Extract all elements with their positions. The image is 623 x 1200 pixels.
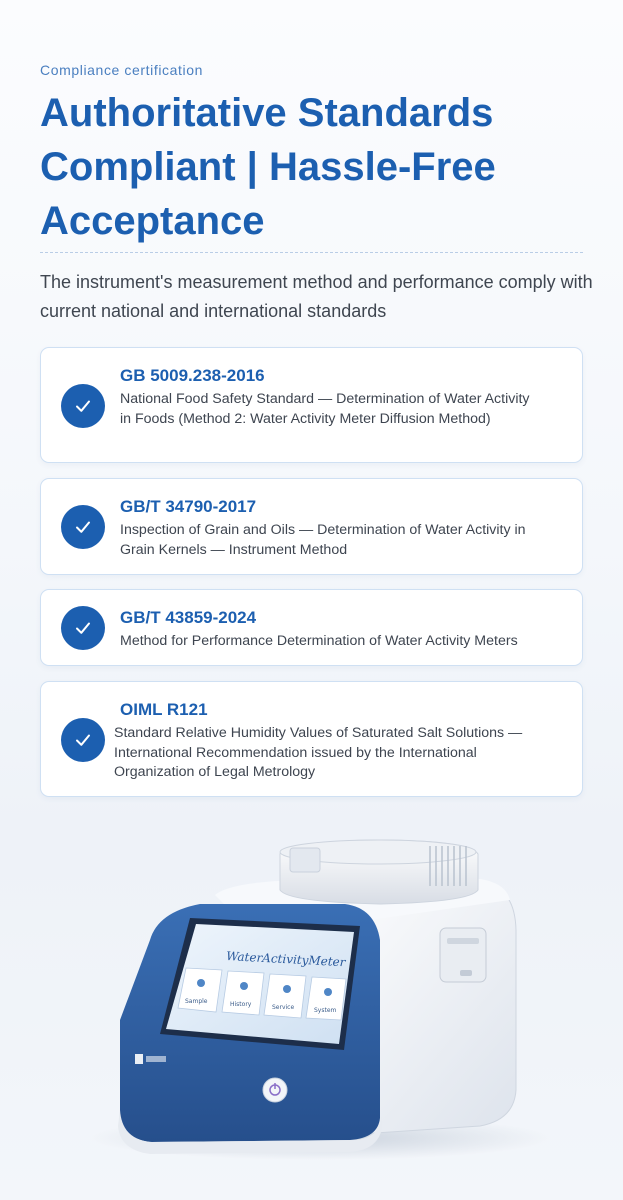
standard-card	[40, 347, 583, 463]
standard-card	[40, 478, 583, 575]
standard-card	[40, 681, 583, 797]
check-icon	[61, 384, 105, 428]
check-icon	[61, 718, 105, 762]
check-icon	[61, 505, 105, 549]
standard-description: Inspection of Grain and Oils — Determination of Water Activity in Grain Kernels — Instrument Method	[120, 522, 526, 558]
screen-title: WaterActivityMeter	[225, 949, 346, 970]
standard-code: GB/T 43859-2024	[120, 608, 257, 627]
title-divider	[40, 252, 583, 253]
screen-tile-label: Sample	[185, 998, 208, 1005]
standard-code: OIML R121	[120, 700, 208, 719]
standard-code: GB 5009.238-2016	[120, 366, 265, 385]
screen-tile-label: System	[314, 1007, 337, 1014]
page-title: Authoritative Standards Compliant | Hassle-Free Acceptance	[40, 91, 496, 243]
water-activity-meter-image	[0, 820, 623, 1200]
standard-code: GB/T 34790-2017	[120, 497, 257, 516]
standard-description: National Food Safety Standard — Determination of Water Activity in Foods (Method 2: Water Activity Meter Diffusion Method)	[120, 391, 530, 427]
eyebrow-label: Compliance certification	[40, 62, 204, 78]
check-icon	[61, 606, 105, 650]
lead-text: The instrument's measurement method and performance comply with current national and international standards	[40, 272, 593, 321]
standard-description: Method for Performance Determination of Water Activity Meters	[120, 633, 518, 649]
screen-tile-label: Service	[272, 1004, 295, 1011]
standard-description: Standard Relative Humidity Values of Saturated Salt Solutions — International Recommendation issued by the International Organization of Legal Metrology	[114, 725, 523, 780]
standard-card	[40, 589, 583, 666]
screen-tile-label: History	[230, 1001, 252, 1008]
